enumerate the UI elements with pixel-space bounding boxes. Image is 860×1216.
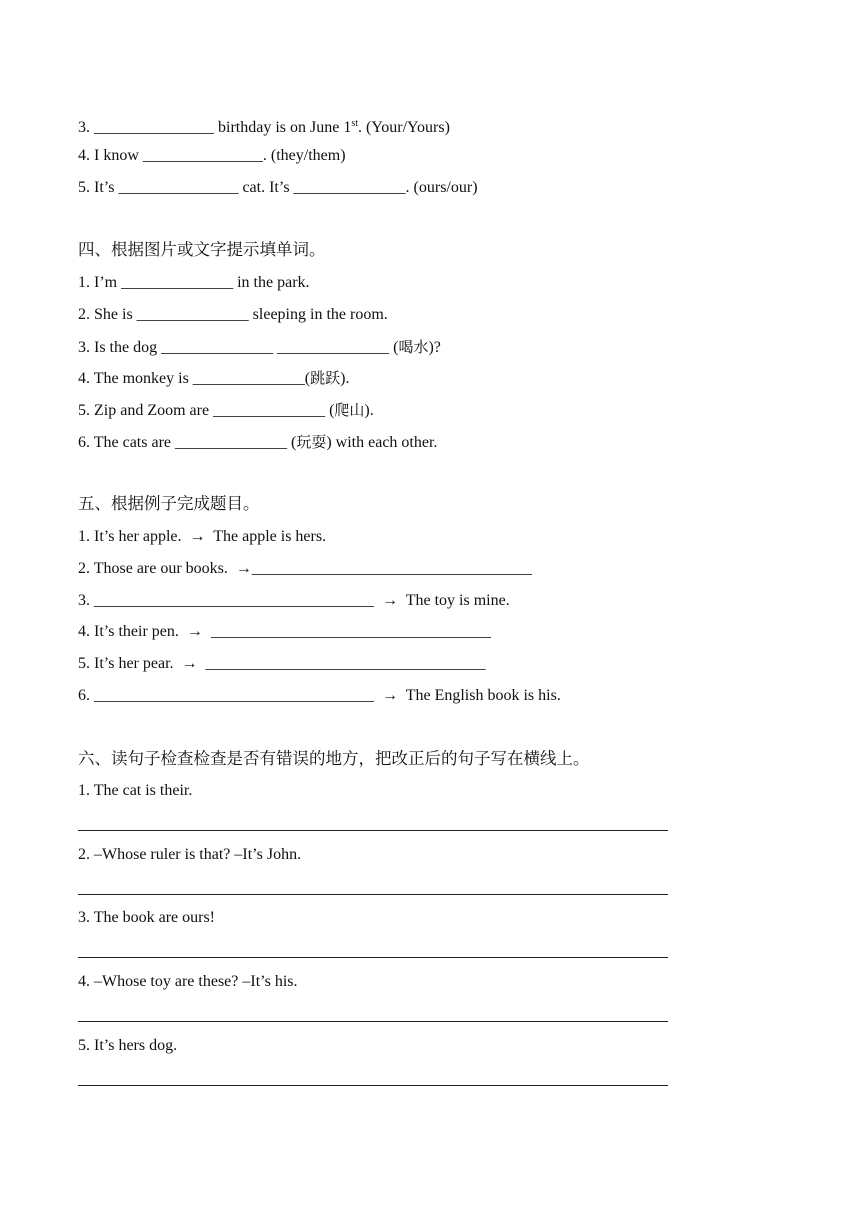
s4-item-3-text: 3. Is the dog ______________ ______________ ( [78,339,399,356]
s3-item-5: 5. It’s _______________ cat. It’s ______________. (ours/our) [78,179,478,196]
answer-line [78,1021,668,1022]
section-5-heading: 五、根据例子完成题目。 [78,494,260,513]
s6-item-5: 5. It’s hers dog. [78,1037,178,1054]
s4-item-5-hint: 爬山 [334,401,365,419]
answer-line [78,1085,668,1086]
s5-item-3: 3. ___________________________________ → The toy is mine. [78,592,510,609]
section-6-heading: 六、读句子检查检查是否有错误的地方，把改正后的句子写在横线上。 [78,749,590,768]
s5-item-6: 6. ___________________________________ → The English book is his. [78,687,561,704]
answer-line [78,957,668,958]
s5-item-2: 2. Those are our books. →___________________________________ [78,560,532,577]
s4-item-2: 2. She is ______________ sleeping in the room. [78,306,388,323]
s4-item-6-text: 6. The cats are ______________ ( [78,434,297,451]
s4-item-3 [78,337,441,358]
s4-item-5 [78,400,374,421]
s5-item-1: 1. It’s her apple. → The apple is hers. [78,528,327,545]
s6-item-2: 2. –Whose ruler is that? –It’s John. [78,846,302,863]
s3-item-4: 4. I know _______________. (they/them) [78,147,346,164]
s4-item-4-end: ). [340,370,350,387]
section-4-heading: 四、根据图片或文字提示填单词。 [78,240,326,259]
s6-item-1: 1. The cat is their. [78,782,193,799]
s3-item-3-options: . (Your/Yours) [358,119,450,136]
s4-item-5-text: 5. Zip and Zoom are ______________ ( [78,402,335,419]
s4-item-4 [78,368,349,389]
answer-line [78,830,668,831]
s3-item-3 [78,114,450,138]
ordinal-suffix: st [351,118,358,129]
s4-item-6 [78,432,437,453]
s4-item-1: 1. I’m ______________ in the park. [78,274,310,291]
s4-item-5-end: ). [364,402,374,419]
answer-line [78,894,668,895]
s4-item-3-end: )? [428,339,441,356]
s4-item-6-end: ) with each other. [326,434,438,451]
s6-item-4: 4. –Whose toy are these? –It’s his. [78,973,298,990]
s4-item-6-hint: 玩耍 [296,433,327,451]
s3-item-3-text: 3. _______________ birthday is on June 1 [78,119,352,136]
s5-item-5: 5. It’s her pear. → ___________________________________ [78,655,486,672]
s6-item-3: 3. The book are ours! [78,909,215,926]
s4-item-4-text: 4. The monkey is ______________( [78,370,311,387]
s4-item-3-hint: 喝水 [398,338,429,356]
s4-item-4-hint: 跳跃 [310,369,341,387]
s5-item-4: 4. It’s their pen. → ___________________________________ [78,623,491,640]
